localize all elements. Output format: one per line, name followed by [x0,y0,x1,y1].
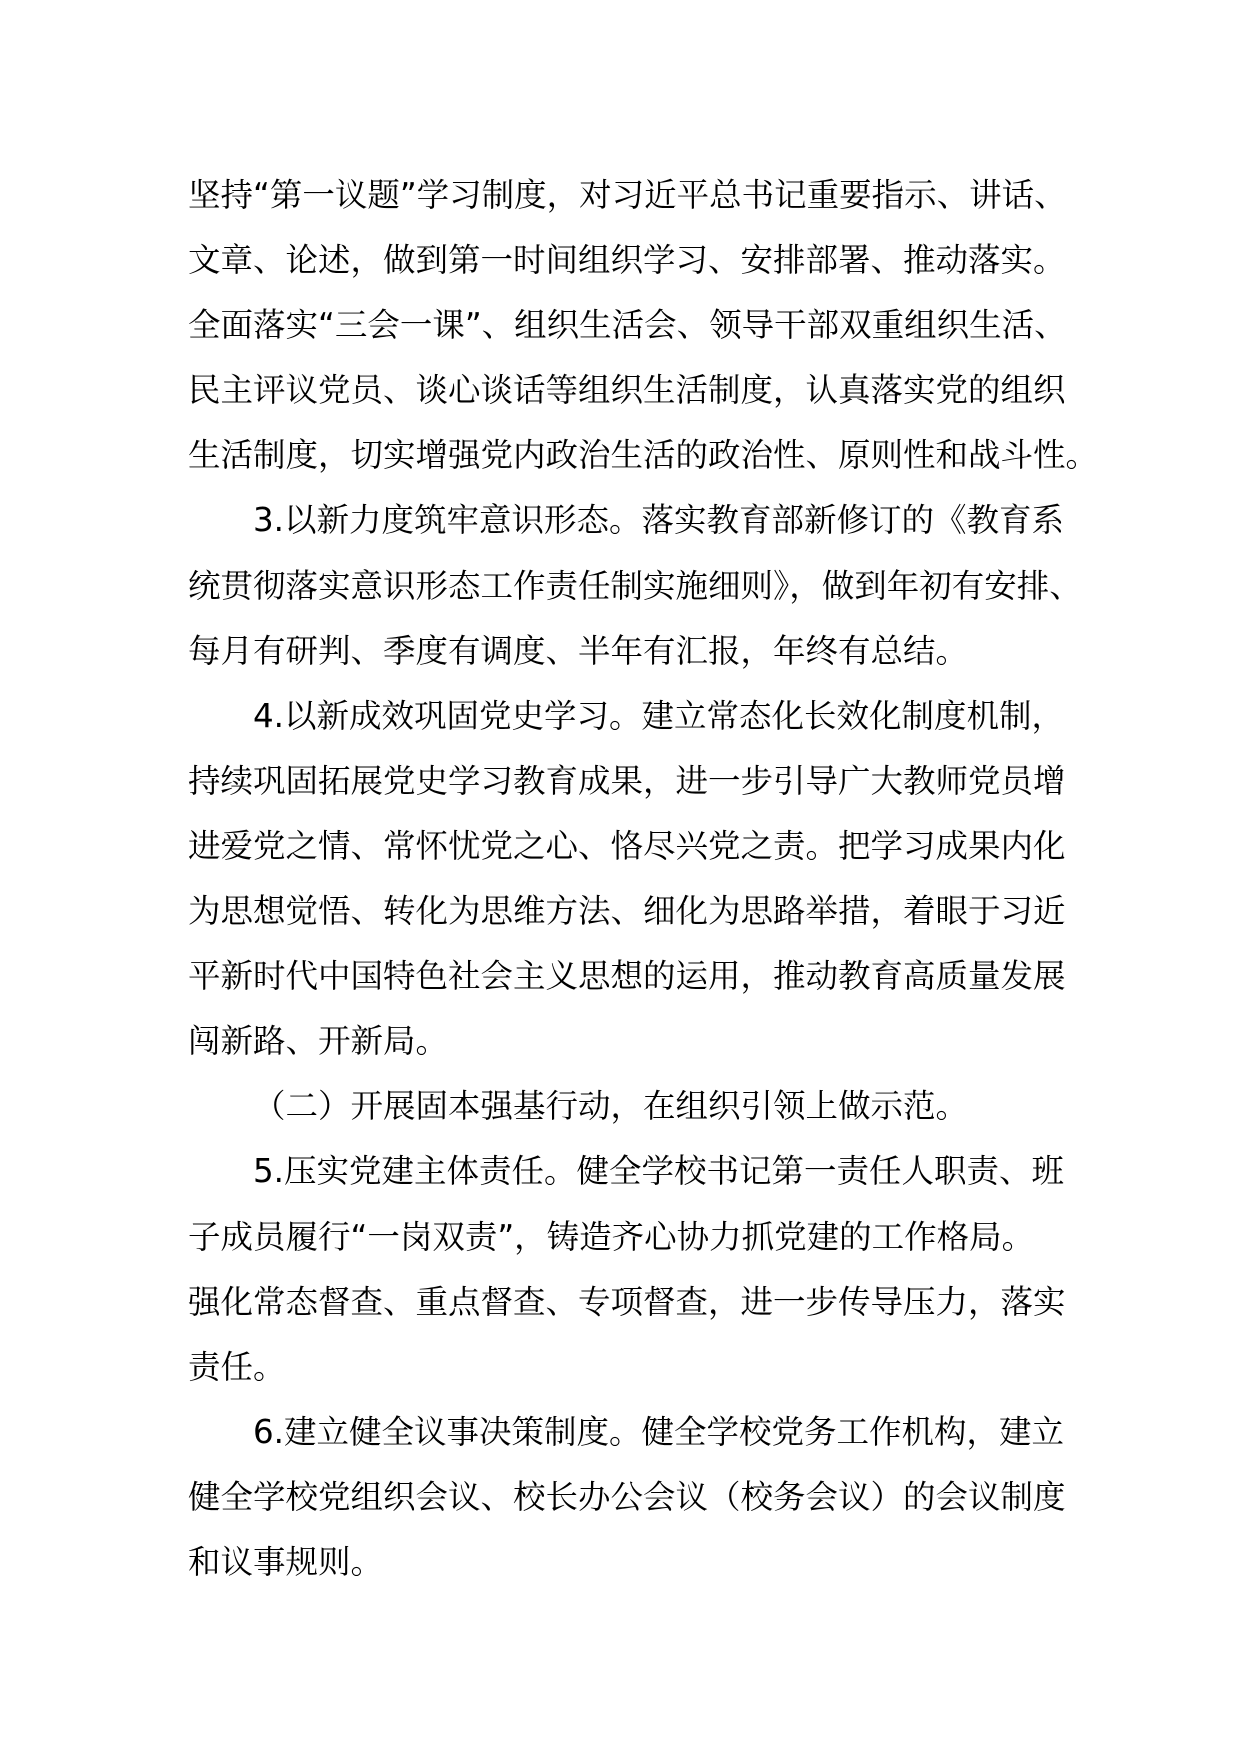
text-line: 6.建立健全议事决策制度。健全学校党务工作机构，建立 [253,1412,1065,1451]
text-line: 健全学校党组织会议、校长办公会议（校务会议）的会议制度 [188,1477,1066,1516]
text-line: 统贯彻落实意识形态工作责任制实施细则》，做到年初有安排、 [188,566,1082,605]
text-line: 平新时代中国特色社会主义思想的运用，推动教育高质量发展 [188,957,1066,996]
text-line: 每月有研判、季度有调度、半年有汇报，年终有总结。 [188,631,969,670]
text-line: 闯新路、开新局。 [188,1022,449,1061]
text-line: 强化常态督查、重点督查、专项督查，进一步传导压力，落实 [188,1282,1066,1321]
text-line: 生活制度，切实增强党内政治生活的政治性、原则性和战斗性。 [188,436,1099,475]
text-line: 责任。 [188,1347,286,1386]
text-line: 3.以新力度筑牢意识形态。落实教育部新修订的《教育系 [253,501,1065,540]
text-line: 坚持“第一议题”学习制度，对习近平总书记重要指示、讲话、 [188,176,1067,214]
text-line: 文章、论述，做到第一时间组织学习、安排部署、推动落实。 [188,241,1066,280]
text-line: 5.压实党建主体责任。健全学校书记第一责任人职责、班 [253,1152,1065,1191]
text-line: 持续巩固拓展党史学习教育成果，进一步引导广大教师党员增 [188,761,1066,800]
text-line: 进爱党之情、常怀忧党之心、恪尽兴党之责。把学习成果内化 [188,826,1066,865]
document-page [188,172,1099,1604]
text-line: 全面落实“三会一课”、组织生活会、领导干部双重组织生活、 [188,306,1067,345]
text-line: 子成员履行“一岗双责”，铸造齐心协力抓党建的工作格局。 [188,1217,1035,1256]
text-line: 和议事规则。 [188,1542,384,1581]
text-line: 为思想觉悟、转化为思维方法、细化为思路举措，着眼于习近 [188,892,1066,931]
text-line: 4.以新成效巩固党史学习。建立常态化长效化制度机制， [253,696,1065,735]
text-line: 民主评议党员、谈心谈话等组织生活制度，认真落实党的组织 [188,371,1066,410]
text-line: （二）开展固本强基行动，在组织引领上做示范。 [253,1087,969,1126]
